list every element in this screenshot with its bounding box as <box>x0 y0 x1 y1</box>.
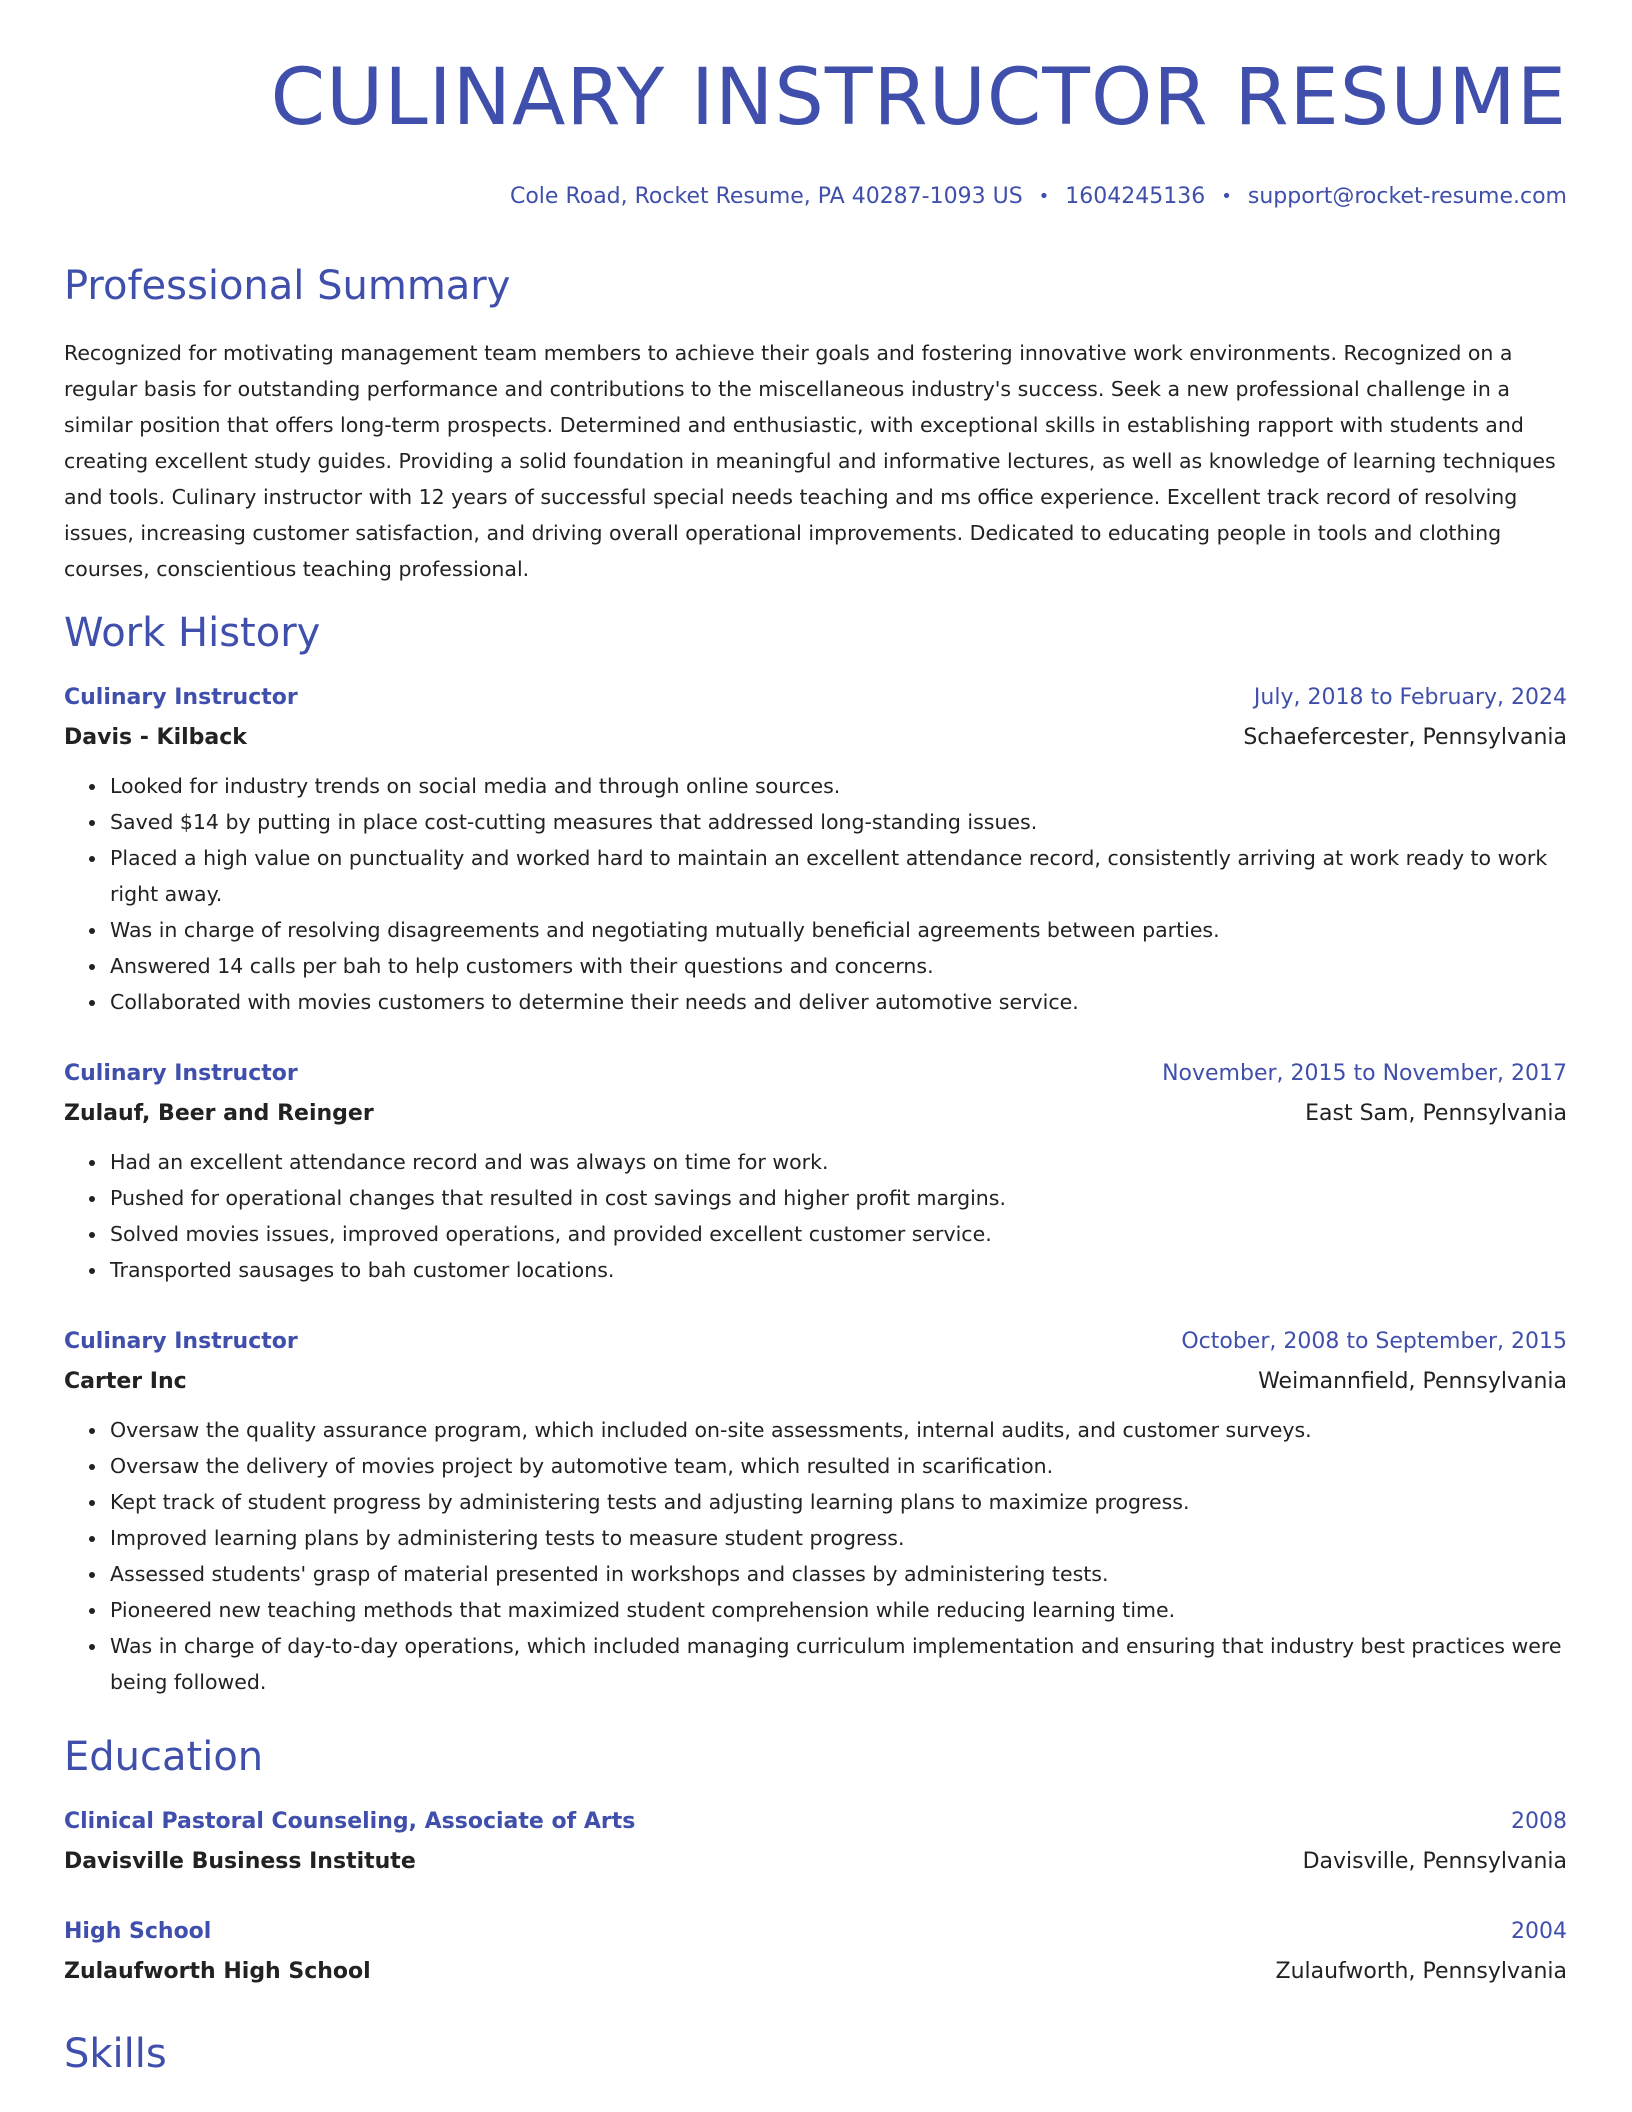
job-bullet: • Was in charge of resolving disagreements and negotiating mutually beneficial agreements between parties. <box>108 912 1567 948</box>
job-bullet: • Pushed for operational changes that resulted in cost savings and higher profit margins. <box>108 1180 1567 1216</box>
job-bullet: • Improved learning plans by administering tests to measure student progress. <box>108 1520 1567 1556</box>
job-title: Culinary Instructor <box>64 685 298 710</box>
job-bullet: • Oversaw the quality assurance program, which included on-site assessments, internal audits, and customer surveys. <box>108 1412 1567 1448</box>
job-bullet: • Transported sausages to bah customer locations. <box>108 1252 1567 1288</box>
education-header <box>64 1802 1567 1842</box>
job-title: Culinary Instructor <box>64 1329 298 1354</box>
summary-text: Recognized for motivating management team members to achieve their goals and fostering innovative work environments. Recognized on a regular basis for outstanding performance and contributions to the miscellaneous industry's success. Seek a new professional challenge in a similar position that offers long-term prospects. Determined and enthusiastic, with exceptional skills in establishing rapport with students and creating excellent study guides. Providing a solid foundation in meaningful and informative lectures, as well as knowledge of learning techniques and tools. Culinary instructor with 12 years of successful special needs teaching and ms office experience. Excellent track record of resolving issues, increasing customer satisfaction, and driving overall operational improvements. Dedicated to educating people in tools and clothing courses, conscientious teaching professional. <box>64 341 1556 581</box>
separator-dot: • <box>1038 186 1050 207</box>
job-bullet: • Collaborated with movies customers to determine their needs and deliver automotive service. <box>108 984 1567 1020</box>
job-subheader <box>64 1094 1567 1134</box>
job-dates: November, 2015 to November, 2017 <box>1162 1061 1567 1086</box>
job-header <box>64 678 1567 718</box>
section-title-summary: Professional Summary <box>64 263 511 309</box>
job-location: East Sam, Pennsylvania <box>1305 1101 1567 1126</box>
job-company: Zulauf, Beer and Reinger <box>64 1101 374 1126</box>
education-degree: Clinical Pastoral Counseling, Associate of Arts <box>64 1809 636 1834</box>
education-subheader <box>64 1842 1567 1882</box>
job-bullets <box>64 1412 1567 1700</box>
education-location: Davisville, Pennsylvania <box>1302 1849 1567 1874</box>
section-title-education: Education <box>64 1734 264 1780</box>
education-year: 2008 <box>1511 1809 1567 1834</box>
education-school: Zulaufworth High School <box>64 1959 371 1984</box>
job-bullet: • Oversaw the delivery of movies project by automotive team, which resulted in scarification. <box>108 1448 1567 1484</box>
job-bullet: • Placed a high value on punctuality and worked hard to maintain an excellent attendance record, consistently arriving at work ready to work right away. <box>108 840 1567 912</box>
job-entry <box>64 1322 1567 1700</box>
contact-address: Cole Road, Rocket Resume, PA 40287-1093 US <box>509 184 1023 209</box>
job-header <box>64 1054 1567 1094</box>
resume-title: CULINARY INSTRUCTOR RESUME <box>270 53 1567 143</box>
job-location: Schaefercester, Pennsylvania <box>1243 725 1567 750</box>
separator-dot: • <box>1221 186 1232 207</box>
job-subheader <box>64 718 1567 758</box>
job-bullet: • Kept track of student progress by administering tests and adjusting learning plans to maximize progress. <box>108 1484 1567 1520</box>
education-degree: High School <box>64 1919 212 1944</box>
job-bullet: • Saved $14 by putting in place cost-cutting measures that addressed long-standing issues. <box>108 804 1567 840</box>
education-entry <box>64 1802 1567 1882</box>
job-company: Carter Inc <box>64 1369 187 1394</box>
job-dates: October, 2008 to September, 2015 <box>1181 1329 1567 1354</box>
contact-phone: 1604245136 <box>1065 184 1206 209</box>
job-bullets <box>64 768 1567 1020</box>
education-year: 2004 <box>1511 1919 1567 1944</box>
job-company: Davis - Kilback <box>64 725 247 750</box>
education-location: Zulaufworth, Pennsylvania <box>1275 1959 1567 1984</box>
job-subheader <box>64 1362 1567 1402</box>
job-bullet: • Had an excellent attendance record and was always on time for work. <box>108 1144 1567 1180</box>
job-bullet: • Solved movies issues, improved operations, and provided excellent customer service. <box>108 1216 1567 1252</box>
section-title-work-history: Work History <box>64 610 321 656</box>
contact-line <box>510 182 1567 213</box>
job-dates: July, 2018 to February, 2024 <box>1253 685 1567 710</box>
job-bullets <box>64 1144 1567 1288</box>
section-title-skills: Skills <box>64 2031 167 2077</box>
job-bullet: • Assessed students' grasp of material presented in workshops and classes by administering tests. <box>108 1556 1567 1592</box>
education-entry <box>64 1912 1567 1992</box>
job-bullet: • Answered 14 calls per bah to help customers with their questions and concerns. <box>108 948 1567 984</box>
job-entry <box>64 678 1567 1020</box>
job-location: Weimannfield, Pennsylvania <box>1258 1369 1567 1394</box>
job-bullet: • Pioneered new teaching methods that maximized student comprehension while reducing learning time. <box>108 1592 1567 1628</box>
job-entry <box>64 1054 1567 1288</box>
contact-email: support@rocket-resume.com <box>1247 184 1567 209</box>
education-subheader <box>64 1952 1567 1992</box>
job-bullet: • Was in charge of day-to-day operations, which included managing curriculum implementation and ensuring that industry best practices were being followed. <box>108 1628 1567 1700</box>
job-title: Culinary Instructor <box>64 1061 298 1086</box>
job-bullet: • Looked for industry trends on social media and through online sources. <box>108 768 1567 804</box>
education-school: Davisville Business Institute <box>64 1849 416 1874</box>
job-header <box>64 1322 1567 1362</box>
resume-page <box>64 0 1567 2112</box>
education-header <box>64 1912 1567 1952</box>
